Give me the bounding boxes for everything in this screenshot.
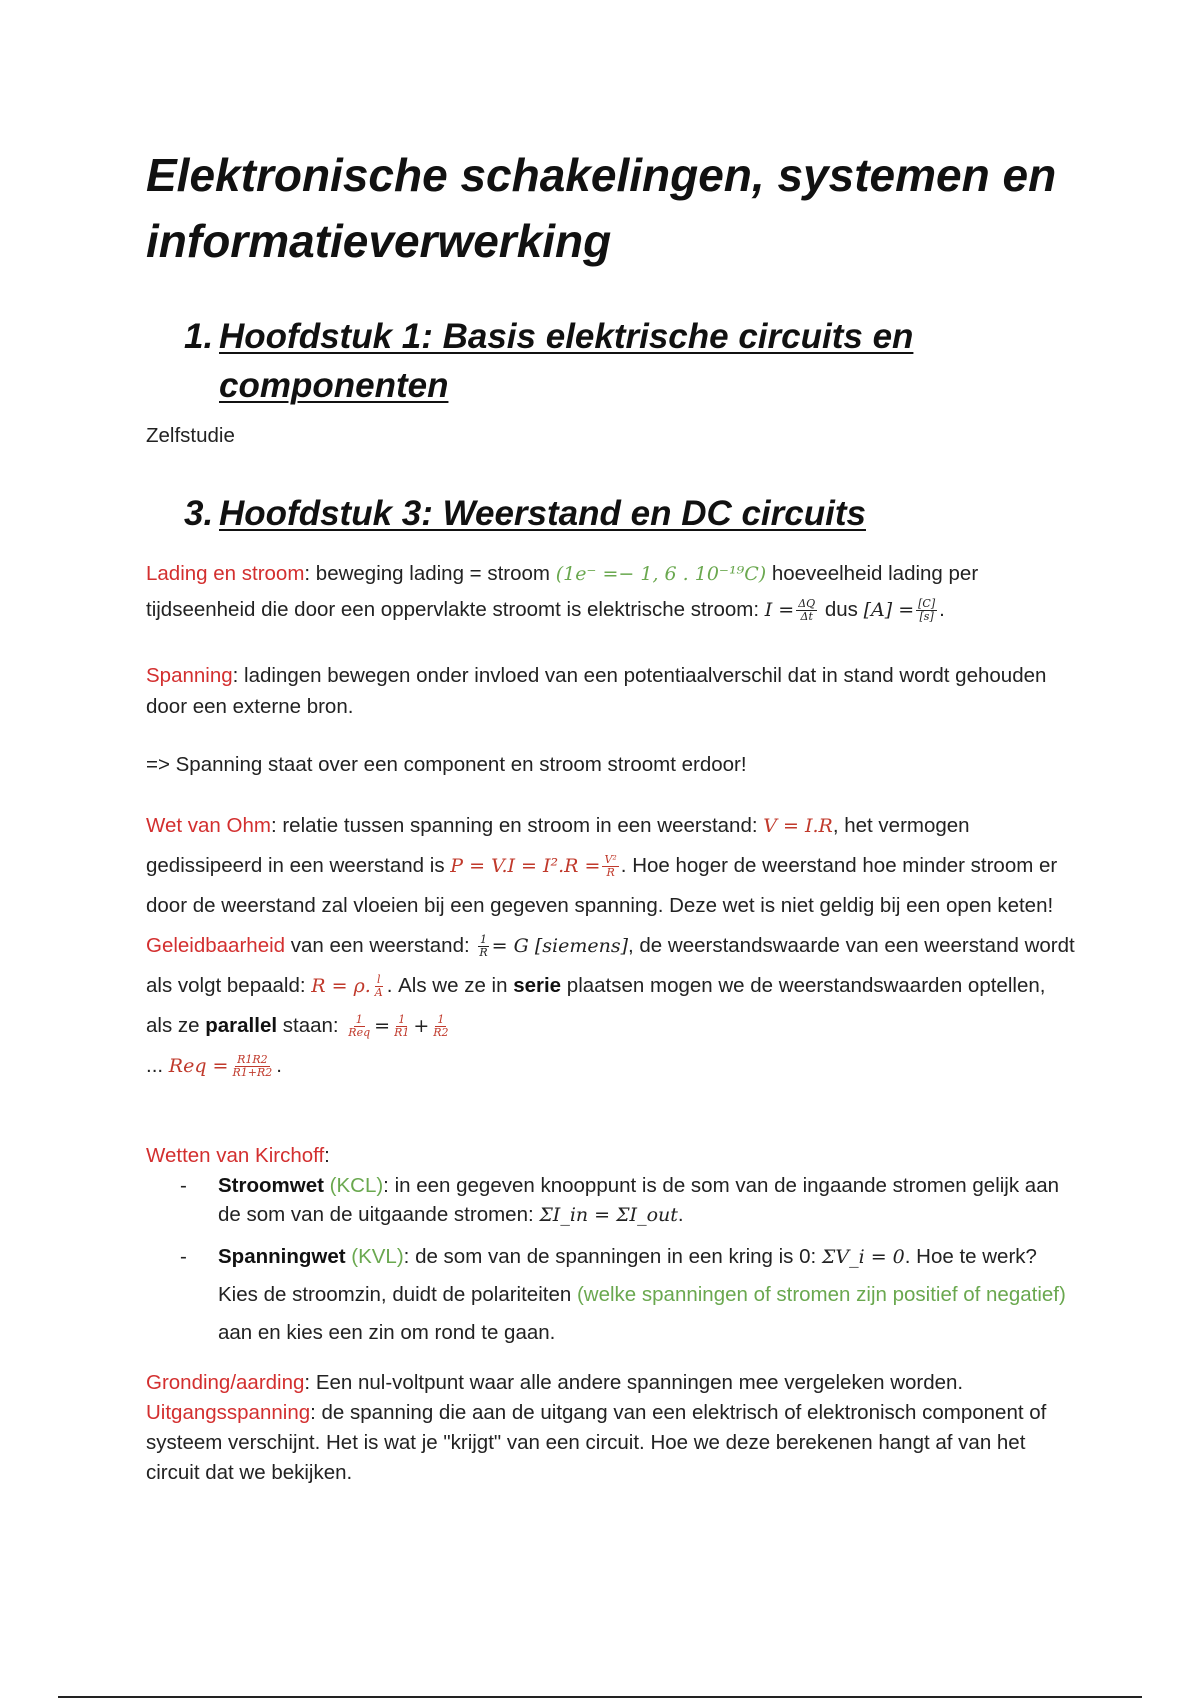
arrow-note: => Spanning staat over een component en stroom stroomt erdoor! (146, 753, 747, 776)
conductance-fraction-den: R (479, 946, 488, 960)
section-3-number: 3. (184, 494, 214, 533)
current-formula-lhs: I = (764, 599, 795, 621)
kirchhoff-term: Wetten van Kirchoff (146, 1144, 325, 1167)
gronding-text: : Een nul-voltpunt waar alle andere spanningen mee vergeleken worden. (304, 1371, 964, 1394)
parallel-fraction-req (346, 1014, 372, 1039)
kvl-text-3: aan en kies een zin om rond te gaan. (218, 1321, 556, 1344)
resistivity-fraction-num: l (376, 973, 381, 987)
lading-text-3: dus (819, 598, 864, 621)
spanning-term: Spanning (146, 664, 233, 687)
parallel-fraction-r1 (392, 1014, 411, 1039)
parallel-fraction-r1-num: 1 (398, 1013, 406, 1027)
power-fraction (602, 854, 618, 879)
section-1-title: Hoofdstuk 1: Basis elektrische circuits en componenten (219, 317, 914, 405)
ohm-text-1: : relatie tussen spanning en stroom in een weerstand: (270, 814, 764, 837)
document-title: Elektronische schakelingen, systemen en informatieverwerking (146, 149, 1057, 267)
parallel-fraction-r2-den: R2 (433, 1026, 449, 1040)
parallel-fraction-req-den: Req (348, 1026, 371, 1040)
power-fraction-num: V² (604, 853, 617, 867)
charge-formula: (1e⁻ =− 1, 6 . 10⁻¹⁹C) (555, 563, 767, 585)
bullet-dash: - (180, 1245, 187, 1268)
current-fraction-den: Δt (800, 610, 813, 624)
req-formula: Req = (168, 1055, 229, 1077)
ohm-text-7: plaatsen mogen we de weerstandswaarden optellen, als ze (146, 974, 1046, 1037)
ohm-text-4: van een weerstand: (285, 934, 476, 957)
req-fraction (230, 1054, 274, 1079)
uitgang-text: : de spanning die aan de uitgang van een elektrisch of elektronisch component of systeem verschijnt. Het is wat je "krijgt" van een circuit. Hoe we deze berekenen hangt af van het circuit dat we bekijken. (146, 1401, 1047, 1484)
geleidbaarheid-term: Geleidbaarheid (146, 934, 286, 957)
lading-text-2: hoeveelheid lading per tijdseenheid die door een oppervlakte stroomt is elektrische stroom: (146, 562, 979, 621)
page-bottom-divider (58, 1696, 1142, 1698)
lading-term: Lading en stroom (146, 562, 305, 585)
list-item-kvl (178, 1238, 1078, 1352)
parallel-bold: parallel (205, 1014, 278, 1037)
ohm-paragraph: Wet van Ohm: relatie tussen spanning en stroom in een weerstand: V = I.R, het vermogen gedissipeerd in een weerstand is P = V.I = I².R = $\frac{\text{V²}}{R}$ . Hoe hoger de weerstand hoe minder stroom er door de weerstand zal vloeien bij een gegeven spanning. Deze wet is niet geldig bij een open keten! Geleidbaarheid van een weerstand: $\frac{1}{R}$ = G [siemens], de weerstandswaarde van een weerstand wordt als volgt bepaald: R = ρ. $\frac{l}{A}$ . Als we ze in serie plaatsen mogen we de weerstandswaarden optellen, als ze parallel staan: $\frac{1}{\text{Req}}$ = $\frac{1}{R1}$ + $\frac{1}{R2}$ ... Req = $\frac{R1R2}{R1+R2}$ . (146, 814, 1075, 1080)
section-3-heading (184, 489, 939, 538)
spanning-text: : ladingen bewegen onder invloed van een potentiaalverschil dat in stand wordt gehouden door een externe bron. (146, 664, 1047, 718)
conductance-fraction-num: 1 (480, 933, 488, 947)
gronding-term: Gronding/aarding (146, 1371, 305, 1394)
resistivity-fraction-den: A (374, 986, 383, 1000)
kcl-term: Stroomwet (218, 1174, 324, 1197)
ohm-term: Wet van Ohm (146, 814, 271, 837)
resistivity-formula: R = ρ. (311, 975, 371, 997)
kcl-abbr: (KCL) (323, 1174, 384, 1197)
serie-bold: serie (513, 974, 562, 997)
current-fraction (796, 598, 817, 623)
kcl-formula: ΣI_in = ΣI_out (539, 1204, 678, 1226)
zelfstudie-note: Zelfstudie (146, 424, 235, 447)
kirchhoff-colon: : (324, 1144, 330, 1167)
ohm-end: . (276, 1054, 282, 1077)
conductance-fraction (477, 934, 489, 959)
unit-formula-lhs: [A] = (863, 599, 915, 621)
section-1-heading (184, 312, 939, 410)
bullet-dash: - (180, 1174, 187, 1197)
ohm-text-8: staan: (277, 1014, 345, 1037)
parallel-fraction-r2-num: 1 (437, 1013, 445, 1027)
section-3-title: Hoofdstuk 3: Weerstand en DC circuits (219, 494, 866, 533)
uitgang-term: Uitgangsspanning (146, 1401, 311, 1424)
kvl-text-1: : de som van de spanningen in een kring is 0: (403, 1245, 822, 1268)
section-1-number: 1. (184, 317, 214, 356)
kvl-abbr: (KVL) (345, 1245, 404, 1268)
req-fraction-den: R1+R2 (232, 1066, 273, 1080)
parallel-fraction-req-num: 1 (355, 1013, 363, 1027)
power-formula: P = V.I = I².R = (450, 855, 601, 877)
gronding-paragraph (146, 1368, 1076, 1488)
conductance-formula: = G [siemens] (491, 935, 628, 957)
kvl-formula: ΣV_i = 0 (821, 1246, 905, 1268)
kvl-text-2: . Hoe te werk? Kies de stroomzin, duidt de polariteiten (218, 1245, 1037, 1306)
unit-fraction (916, 598, 937, 623)
ohm-text-2: , het vermogen gedissipeerd in een weerstand is (146, 814, 970, 877)
lading-paragraph (146, 556, 1076, 628)
kvl-term: Spanningwet (218, 1245, 346, 1268)
ohm-text-5: , de weerstandswaarde van een weerstand wordt als volgt bepaald: (146, 934, 1075, 997)
kcl-text: : in een gegeven knooppunt is de som van de ingaande stromen gelijk aan de som van de uitgaande stromen: (218, 1174, 1060, 1226)
resistivity-fraction (373, 974, 385, 999)
unit-fraction-den: [s] (919, 610, 934, 624)
current-fraction-num: ΔQ (798, 597, 816, 611)
lading-text-1: : beweging lading = stroom (304, 562, 556, 585)
parallel-fraction-r1-den: R1 (394, 1026, 410, 1040)
power-fraction-den: R (606, 866, 615, 880)
req-fraction-num: R1R2 (237, 1053, 268, 1067)
ohm-text-3: . Hoe hoger de weerstand hoe minder stroom er door de weerstand zal vloeien bij een gegeven spanning. Deze wet is niet geldig bij een open keten! (146, 854, 1058, 917)
parallel-fraction-r2 (431, 1014, 450, 1039)
spanning-paragraph (146, 660, 1076, 722)
kirchhoff-list (178, 1171, 1078, 1360)
list-item-kcl: - Stroomwet (KCL): in een gegeven knooppunt is de som van de ingaande stromen gelijk aan de som van de uitgaande stromen: ΣI_in = ΣI_out. (178, 1171, 1078, 1230)
ohm-formula: V = I.R (763, 815, 833, 837)
ohm-text-6: . Als we ze in (386, 974, 514, 997)
ohm-dots: ... (146, 1054, 169, 1077)
unit-fraction-num: [C] (918, 597, 936, 611)
kirchhoff-heading (146, 1140, 1076, 1171)
kvl-green-note: (welke spanningen of stromen zijn positief of negatief) (576, 1283, 1066, 1306)
lading-end: . (939, 598, 945, 621)
